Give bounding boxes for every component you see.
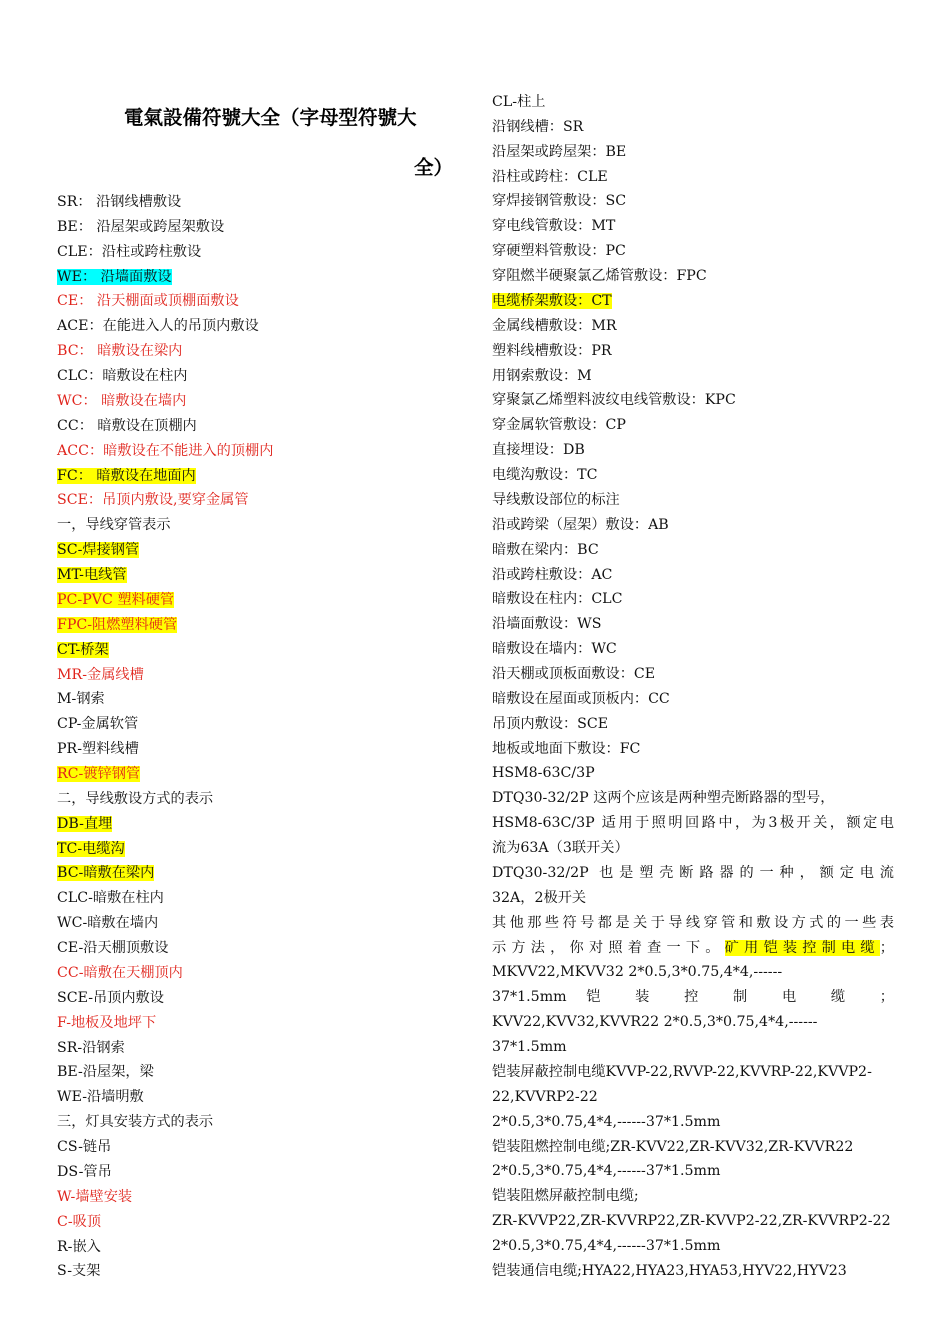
- text-run: 流为63A（3联开关）: [492, 840, 629, 857]
- text-run: ZR-KVVP22,ZR-KVVRP22,ZR-KVVP2-22,ZR-KVVRP2-22: [492, 1213, 891, 1230]
- text-line: [57, 192, 181, 212]
- text-line: [57, 1212, 101, 1232]
- text-line: [492, 216, 615, 236]
- text-line: [57, 764, 140, 784]
- text-run: MR-金属线槽: [57, 666, 144, 683]
- text-line: [492, 1161, 720, 1181]
- text-line: [492, 415, 626, 435]
- text-line: [57, 988, 164, 1008]
- text-run: DS-管吊: [57, 1163, 112, 1180]
- text-line: [57, 366, 187, 386]
- text-run: 示方法，你对照着查一下。: [492, 939, 725, 956]
- text-run: DTQ30-32/2P 这两个应该是两种塑壳断路器的型号，: [492, 790, 835, 807]
- text-run: F-地板及地坪下: [57, 1014, 157, 1031]
- text-line: [492, 565, 612, 585]
- text-line: [57, 913, 158, 933]
- text-run: TC-电缆沟: [57, 840, 125, 857]
- text-run: 暗敷设在柱内：CLC: [492, 591, 623, 608]
- text-line: [57, 739, 139, 759]
- text-run: WC-暗敷在墙内: [57, 915, 159, 932]
- text-line: [492, 962, 782, 982]
- text-run: SR： 沿钢线槽敷设: [57, 194, 182, 210]
- text-run: CL-柱上: [492, 94, 546, 110]
- text-run: CLC：暗敷设在柱内: [57, 368, 188, 385]
- text-line: [57, 590, 174, 610]
- text-run: 一，导线穿管表示: [57, 517, 171, 534]
- text-line: [57, 1112, 213, 1132]
- text-run: 电缆沟敷设：TC: [492, 467, 598, 484]
- text-run: CE： 沿天棚面或顶棚面敷设: [57, 293, 239, 310]
- text-run: 沿或跨梁（屋架）敷设：AB: [492, 516, 669, 533]
- text-line: [492, 191, 626, 211]
- text-line: [492, 689, 670, 709]
- text-run: DB-直埋: [57, 815, 113, 832]
- text-run: FC： 暗敷设在地面内: [57, 467, 196, 484]
- text-line: [57, 441, 273, 461]
- text-line: [492, 1137, 853, 1157]
- text-line: [57, 689, 105, 709]
- text-run: BE-沿屋架，梁: [57, 1064, 154, 1081]
- text-run: 吊顶内敷设：SCE: [492, 715, 609, 732]
- text-run: CC： 暗敷设在顶棚内: [57, 417, 197, 434]
- text-run: ACE：在能进入人的吊顶内敷设: [57, 318, 259, 335]
- text-run: WC： 暗敷设在墙内: [57, 392, 187, 409]
- text-run: 穿电线管敷设：MT: [492, 218, 616, 235]
- text-line: [492, 1037, 567, 1057]
- text-line: [492, 664, 655, 684]
- page-title-line-1: 電氣設備符號大全（字母型符號大: [124, 106, 417, 129]
- text-line: [57, 863, 154, 883]
- text-line: [492, 291, 612, 311]
- text-line: [492, 1236, 720, 1256]
- text-run: 二，导线敷设方式的表示: [57, 790, 214, 807]
- text-run: 37*1.5mm: [492, 1039, 567, 1056]
- text-line: [57, 267, 172, 287]
- text-line: [57, 789, 213, 809]
- text-run: 用钢索敷设：M: [492, 367, 592, 384]
- text-line: [492, 614, 601, 634]
- text-line: [492, 316, 617, 336]
- text-run: ACC：暗敷设在不能进入的顶棚内: [57, 442, 274, 459]
- text-line: [492, 1012, 817, 1032]
- text-run: 其他那些符号都是关于导线穿管和敷设方式的一些表: [492, 914, 894, 931]
- text-run: 金属线槽敷设：MR: [492, 317, 617, 334]
- text-line: [57, 416, 197, 436]
- text-line: [492, 390, 736, 410]
- text-line: [57, 291, 239, 311]
- text-run: 2*0.5,3*0.75,4*4,------37*1.5mm: [492, 1163, 721, 1180]
- text-line: [492, 515, 669, 535]
- text-line: [492, 1062, 872, 1082]
- text-run: HSM8-63C/3P: [492, 765, 595, 782]
- text-run: 沿钢线槽：SR: [492, 118, 584, 135]
- text-run: CS-链吊: [57, 1139, 112, 1156]
- text-line: [57, 1162, 112, 1182]
- text-run: 沿墙面敷设：WS: [492, 616, 602, 633]
- text-run: 塑料线槽敷设：PR: [492, 342, 612, 359]
- text-run: 穿焊接钢管敷设：SC: [492, 193, 627, 210]
- text-line: [57, 565, 127, 585]
- text-run: MKVV22,MKVV32 2*0.5,3*0.75,4*4,------: [492, 964, 783, 981]
- text-run: BC-暗敷在梁内: [57, 865, 155, 882]
- text-line: [57, 1237, 101, 1257]
- text-line: [492, 1261, 847, 1281]
- text-line: [57, 1137, 111, 1157]
- text-run: SCE：吊顶内敷设,要穿金属管: [57, 492, 249, 509]
- text-run: 沿柱或跨柱：CLE: [492, 168, 608, 185]
- text-line: [492, 490, 620, 510]
- text-line: [57, 242, 201, 262]
- text-run: PR-塑料线槽: [57, 741, 139, 758]
- text-run: SC-焊接钢管: [57, 542, 140, 559]
- text-line: [492, 1112, 720, 1132]
- text-line: [57, 888, 164, 908]
- text-run: 穿硬塑料管敷设：PC: [492, 243, 626, 260]
- text-line: [492, 1087, 598, 1107]
- text-line: [57, 540, 139, 560]
- text-run: 铠装阻燃屏蔽控制电缆;: [492, 1188, 639, 1205]
- text-line: [57, 1013, 156, 1033]
- text-run: 导线敷设部位的标注: [492, 491, 620, 508]
- text-run: 暗敷设在墙内：WC: [492, 641, 617, 658]
- text-line: [492, 987, 894, 1007]
- text-line: [492, 788, 834, 808]
- text-run: 铠装通信电缆;HYA22,HYA23,HYA53,HYV22,HYV23: [492, 1262, 847, 1279]
- text-line: [492, 888, 586, 908]
- text-line: [492, 838, 629, 858]
- text-line: [492, 863, 894, 883]
- text-run: 暗敷在梁内：BC: [492, 541, 599, 558]
- text-run: 电缆桥架敷设：CT: [492, 292, 612, 309]
- text-run: 沿屋架或跨屋架：BE: [492, 143, 627, 160]
- text-run: 2*0.5,3*0.75,4*4,------37*1.5mm: [492, 1113, 721, 1130]
- text-run: 暗敷设在屋面或顶板内：CC: [492, 690, 670, 707]
- text-line: [492, 142, 626, 162]
- text-run: RC-镀锌钢管: [57, 766, 141, 782]
- text-line: [57, 938, 168, 958]
- text-run: BE： 沿屋架或跨屋架敷设: [57, 218, 225, 235]
- text-line: [492, 167, 608, 187]
- text-line: [57, 515, 171, 535]
- text-line: [57, 391, 186, 411]
- text-run: 32A，2极开关: [492, 889, 587, 906]
- text-line: [57, 1038, 125, 1058]
- text-line: [492, 440, 585, 460]
- text-run: CLE：沿柱或跨柱敷设: [57, 243, 202, 260]
- text-run: C-吸顶: [57, 1213, 102, 1230]
- page-title-line-2: 全）: [414, 156, 454, 179]
- text-line: [57, 1087, 144, 1107]
- text-line: [492, 938, 894, 958]
- text-line: [492, 92, 545, 112]
- text-run: 直接埋设：DB: [492, 442, 585, 459]
- text-run: 穿阻燃半硬聚氯乙烯管敷设：FPC: [492, 268, 707, 285]
- text-run: HSM8-63C/3P 适用于照明回路中，为3极开关，额定电: [492, 815, 894, 832]
- text-line: [57, 341, 182, 361]
- text-run: 2*0.5,3*0.75,4*4,------37*1.5mm: [492, 1238, 721, 1255]
- text-run: M-钢索: [57, 691, 105, 708]
- text-line: [492, 913, 894, 933]
- text-line: [492, 589, 622, 609]
- text-line: [57, 615, 177, 635]
- text-run: W-墙壁安装: [57, 1188, 133, 1205]
- text-line: [57, 640, 109, 660]
- text-line: [492, 341, 612, 361]
- text-line: [492, 1186, 639, 1206]
- text-line: [57, 316, 259, 336]
- text-run: BC： 暗敷设在梁内: [57, 343, 183, 360]
- text-run: WE-沿墙明敷: [57, 1089, 144, 1106]
- text-line: [57, 814, 112, 834]
- text-line: [492, 739, 640, 759]
- text-run: 沿或跨柱敷设：AC: [492, 566, 613, 583]
- text-line: [492, 241, 626, 261]
- text-run: 铠装阻燃控制电缆;ZR-KVV22,ZR-KVV32,ZR-KVVR22: [492, 1138, 854, 1155]
- text-line: [57, 839, 125, 859]
- text-line: [492, 813, 894, 833]
- text-run: FPC-阻燃塑料硬管: [57, 616, 178, 633]
- text-run: MT-电线管: [57, 567, 127, 584]
- text-line: [492, 465, 597, 485]
- text-run: 铠装屏蔽控制电缆KVVP-22,RVVP-22,KVVRP-22,KVVP2-: [492, 1063, 872, 1080]
- text-run: DTQ30-32/2P 也是塑壳断路器的一种，额定电流: [492, 864, 894, 881]
- text-run: R-嵌入: [57, 1238, 101, 1255]
- text-run: SR-沿钢索: [57, 1039, 125, 1056]
- text-line: [492, 1211, 891, 1231]
- text-run: 穿聚氯乙烯塑料波纹电线管敷设：KPC: [492, 392, 736, 409]
- text-run: ；: [879, 939, 894, 956]
- text-run: S-支架: [57, 1263, 101, 1280]
- text-line: [492, 714, 608, 734]
- text-line: [57, 1261, 100, 1281]
- text-line: [57, 1062, 154, 1082]
- text-run: 矿用铠装控制电缆: [724, 939, 880, 956]
- text-line: [57, 1187, 132, 1207]
- text-line: [492, 366, 592, 386]
- text-run: 22,KVVRP2-22: [492, 1088, 598, 1105]
- text-line: [57, 963, 183, 983]
- text-run: PC-PVC 塑料硬管: [57, 591, 175, 608]
- text-run: CT-桥架: [57, 641, 109, 658]
- text-line: [492, 117, 583, 137]
- text-line: [492, 763, 595, 783]
- text-run: WE： 沿墙面敷设: [57, 268, 172, 285]
- text-run: 37*1.5mm 铠 装 控 制 电 缆 ；: [492, 989, 894, 1006]
- text-line: [492, 266, 707, 286]
- text-line: [57, 665, 144, 685]
- text-run: CLC-暗敷在柱内: [57, 890, 164, 907]
- text-line: [57, 490, 249, 510]
- text-run: 沿天棚或顶板面敷设：CE: [492, 666, 656, 682]
- text-run: 地板或地面下敷设：FC: [492, 740, 641, 757]
- text-run: 穿金属软管敷设：CP: [492, 417, 626, 434]
- text-run: CE-沿天棚顶敷设: [57, 940, 169, 957]
- text-line: [57, 714, 138, 734]
- text-run: CP-金属软管: [57, 716, 139, 733]
- text-line: [492, 639, 617, 659]
- text-line: [57, 217, 224, 237]
- text-run: SCE-吊顶内敷设: [57, 989, 164, 1006]
- text-run: 三，灯具安装方式的表示: [57, 1114, 214, 1131]
- text-line: [57, 466, 196, 486]
- text-line: [492, 540, 599, 560]
- text-run: KVV22,KVV32,KVVR22 2*0.5,3*0.75,4*4,------: [492, 1014, 818, 1031]
- text-run: CC-暗敷在天棚顶内: [57, 964, 183, 981]
